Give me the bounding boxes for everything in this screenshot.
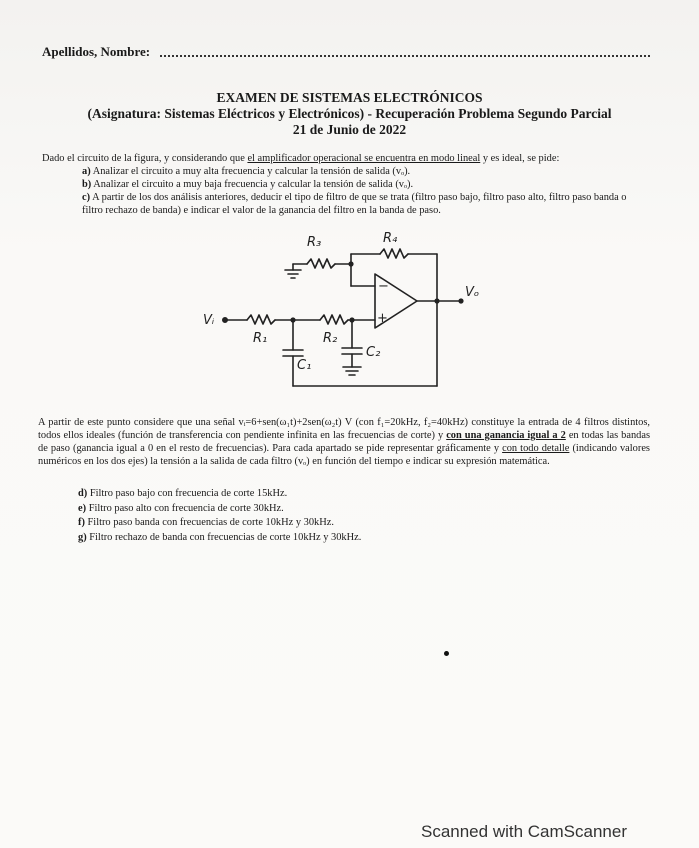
question-f: f) Filtro paso banda con frecuencias de corte 10kHz y 30kHz.	[78, 517, 334, 528]
r4-label: R₄	[383, 231, 398, 246]
part2-list	[78, 487, 361, 545]
circuit-diagram	[195, 224, 495, 396]
r2-resistor	[320, 315, 348, 324]
intro-block	[42, 152, 642, 217]
question-b: b) Analizar el circuito a muy baja frecuencia y calcular la tensión de salida (vₒ).	[82, 179, 414, 190]
question-a: a) Analizar el circuito a muy alta frecuencia y calcular la tensión de salida (vₒ).	[82, 166, 411, 177]
question-d: d) Filtro paso bajo con frecuencia de corte 15kHz.	[78, 488, 288, 499]
c1-label: C₁	[297, 358, 312, 373]
vi-label: Vᵢ	[203, 313, 215, 328]
name-label: Apellidos, Nombre:	[42, 44, 151, 59]
camscanner-watermark: Scanned with CamScanner	[420, 822, 627, 841]
exam-date: 21 de Junio de 2022	[292, 122, 407, 137]
question-e: e) Filtro paso alto con frecuencia de corte 30kHz.	[78, 502, 284, 514]
r2-label: R₂	[323, 331, 338, 346]
minus-sign: −	[378, 279, 389, 294]
exam-subtitle: (Asignatura: Sistemas Eléctricos y Electrónicos) - Recuperación Problema Segundo Parcial	[87, 106, 612, 121]
r3-label: R₃	[307, 235, 322, 250]
vo-label: Vₒ	[465, 285, 480, 300]
exam-title: EXAMEN DE SISTEMAS ELECTRÓNICOS	[216, 90, 483, 105]
r4-resistor	[380, 249, 408, 258]
intro-text: Dado el circuito de la figura, y considerando que el amplificador operacional se encuentra en modo lineal y es ideal, se pide:	[42, 153, 560, 164]
part2-paragraph: A partir de este punto considere que una señal vᵢ=6+sen(ω₁t)+2sen(ω₂t) V (con f₁=20kHz, f₂=40kHz) constituye la entrada de 4 filtros distintos, todos ellos ideales (función de transferencia con pendiente infinita en las frecuencias de corte) y con una ganancia igual a 2 en todas las bandas de paso (ganancia igual a 0 en el resto de frecuencias). Para cada apartado se pide representar gráficamente y con todo detalle (indicando valores numéricos en los dos ejes) la tensión a la salida de cada filtro (vₒ) en función del tiempo e indicar su expresión matemática.	[38, 417, 651, 467]
r1-resistor	[247, 315, 275, 324]
question-c: c) A partir de los dos análisis anteriores, deducir el tipo de filtro de que se trata (filtro paso bajo, filtro paso alto, filtro paso banda o filtro rechazo de banda) e indicar el valor de la ganancia del filtro en la banda de paso.	[82, 192, 627, 216]
r3-resistor	[307, 259, 335, 268]
c2-label: C₂	[366, 345, 381, 360]
name-field-line[interactable]	[160, 45, 650, 57]
r1-label: R₁	[253, 331, 268, 346]
ink-dot	[444, 651, 449, 656]
question-g: g) Filtro rechazo de banda con frecuencias de corte 10kHz y 30kHz.	[78, 531, 362, 543]
plus-sign: +	[377, 311, 388, 326]
